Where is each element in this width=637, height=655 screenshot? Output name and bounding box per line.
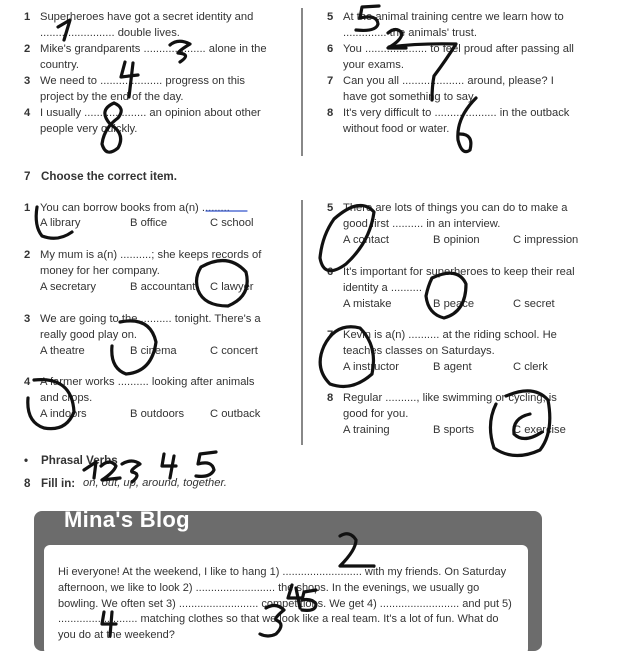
item-line: teaches classes on Saturdays. — [343, 345, 495, 357]
option-c[interactable]: C concert — [210, 345, 258, 357]
item-line: You .................... to feel proud after passing all — [343, 43, 574, 55]
item-line: Superheroes have got a secret identity and — [40, 11, 254, 23]
option-b[interactable]: B office — [130, 217, 168, 229]
blog-title: Mina's Blog — [64, 507, 190, 532]
section-number: 7 — [24, 170, 31, 183]
option-c[interactable]: C secret — [513, 298, 555, 310]
item-line: At the animal training centre we learn how to — [343, 11, 564, 23]
section-label: Fill in: — [41, 477, 76, 490]
item-line: Can you all .................... around, please? I — [343, 75, 554, 87]
item-number: 6 — [327, 43, 334, 55]
item-line: .............. the animals' trust. — [343, 27, 477, 39]
item-number: 3 — [24, 75, 31, 87]
item-line: I usually .................... an opinion about other — [40, 107, 261, 119]
item-line: your exams. — [343, 59, 404, 71]
item-number: 7 — [327, 75, 334, 87]
item-line: Kevin is a(n) .......... at the riding school. He — [343, 329, 557, 341]
item-line: good for you. — [343, 408, 409, 420]
word-bank: on, out, up, around, together. — [83, 477, 227, 489]
option-b[interactable]: B opinion — [433, 234, 480, 246]
item-number: 4 — [24, 107, 31, 119]
option-c[interactable]: C exercise — [513, 424, 566, 436]
blog-text: Hi everyone! At the weekend, I like to hang 1) .......................... with my friends. On Saturday afternoon, we like to look 2) .......................... the shops. In the evenings, we usually go bowling. We often set 3) .......................... competitions. We get 4) .......................... and put 5) .......................... matching clothes so that we look like a real team. It's a lot of fun. What do you do at the weekend? — [58, 566, 512, 642]
item-line: and crops. — [40, 392, 93, 404]
option-c[interactable]: C lawyer — [210, 281, 254, 293]
item-number: 5 — [327, 11, 334, 23]
item-number: 3 — [24, 313, 31, 325]
item-line: We are going to the .......... tonight. There's a — [40, 313, 261, 325]
item-line: ........................ double lives. — [40, 27, 180, 39]
item-line: Mike's grandparents .................... alone in the — [40, 43, 267, 55]
item-number: 2 — [24, 43, 31, 55]
item-line: people very quickly. — [40, 123, 138, 135]
item-number: 1 — [24, 11, 31, 23]
option-c[interactable]: C outback — [210, 408, 261, 420]
item-number: 4 — [24, 376, 31, 388]
item-line: My mum is a(n) ..........; she keeps records of — [40, 249, 262, 261]
option-c[interactable]: C clerk — [513, 361, 548, 373]
item-number: 6 — [327, 266, 334, 278]
item-line: Regular .........., like swimming or cycling, is — [343, 392, 557, 404]
option-b[interactable]: B peace — [433, 298, 475, 310]
item-number: 8 — [327, 107, 334, 119]
column-divider — [301, 200, 303, 445]
option-a[interactable]: A indoors — [40, 408, 87, 420]
item-line: project by the end of the day. — [40, 91, 184, 103]
option-a[interactable]: A training — [343, 424, 390, 436]
item-number: 2 — [24, 249, 31, 261]
ink-digit-4-sec8 — [162, 454, 176, 478]
option-b[interactable]: B agent — [433, 361, 472, 373]
item-line: It's very difficult to .................... in the outback — [343, 107, 570, 119]
item-line: There are lots of things you can do to make a — [343, 202, 568, 214]
ink-digit-5-sec8 — [196, 452, 216, 476]
item-line: good first .......... in an interview. — [343, 218, 501, 230]
item-line: A farmer works .......... looking after animals — [40, 376, 255, 388]
option-a[interactable]: A secretary — [40, 281, 96, 293]
section-number: 8 — [24, 477, 31, 490]
option-a[interactable]: A mistake — [343, 298, 392, 310]
subsection-title: Phrasal Verbs — [41, 454, 118, 467]
option-b[interactable]: B outdoors — [130, 408, 185, 420]
option-b[interactable]: B cinema — [130, 345, 177, 357]
bullet: • — [24, 454, 29, 467]
item-number: 1 — [24, 202, 31, 214]
option-a[interactable]: A theatre — [40, 345, 85, 357]
item-number: 7 — [327, 329, 334, 341]
item-line: We need to .................... progress on this — [40, 75, 245, 87]
item-line: have got something to say. — [343, 91, 476, 103]
option-c[interactable]: C impression — [513, 234, 579, 246]
option-b[interactable]: B accountant — [130, 281, 196, 293]
option-c[interactable]: C school — [210, 217, 254, 229]
item-number: 8 — [327, 392, 334, 404]
item-line: identity a .......... — [343, 282, 422, 294]
item-line: It's important for superheroes to keep their real — [343, 266, 575, 278]
item-line: You can borrow books from a(n) ......... — [40, 202, 230, 214]
item-line: country. — [40, 59, 79, 71]
item-number: 5 — [327, 202, 334, 214]
option-b[interactable]: B sports — [433, 424, 475, 436]
section-title: Choose the correct item. — [41, 170, 177, 183]
item-line: money for her company. — [40, 265, 160, 277]
column-divider — [301, 8, 303, 156]
option-a[interactable]: A contact — [343, 234, 390, 246]
option-a[interactable]: A library — [40, 217, 81, 229]
option-a[interactable]: A instructor — [343, 361, 399, 373]
item-line: really good play on. — [40, 329, 138, 341]
item-line: without food or water. — [343, 123, 450, 135]
